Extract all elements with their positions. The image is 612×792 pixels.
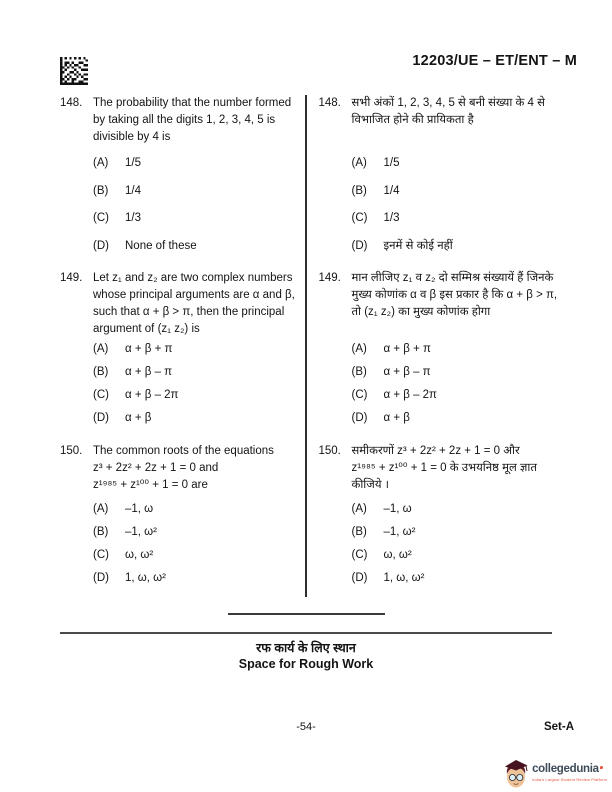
option-d: (D) None of these	[93, 239, 197, 252]
set-label: Set-A	[543, 721, 574, 733]
question-number: 148.	[60, 97, 83, 109]
question-text-line: The common roots of the equations	[93, 445, 274, 457]
option-b: (B) α + β – π	[93, 366, 173, 378]
question-text-line: z³ + 2z² + 2z + 1 = 0 and	[93, 462, 219, 474]
question-150-english	[60, 443, 305, 593]
logo-tagline: India's Largest Student Review Platform	[532, 776, 607, 782]
hindi-column	[307, 95, 612, 597]
logo-brand-text: collegedunia	[532, 763, 599, 776]
option-d: (D) α + β	[351, 412, 410, 424]
option-a: (A) –1, ω	[93, 503, 154, 515]
question-text-line: z¹⁹⁸⁵ + z¹⁰⁰ + 1 = 0 के उभयनिष्ठ मूल ज्ञात	[351, 462, 537, 474]
option-c: (C) 1/3	[93, 212, 141, 224]
option-c: (C) ω, ω²	[351, 549, 412, 561]
short-rule-line	[228, 613, 385, 615]
question-text-line: विभाजित होने की प्रायिकता है	[351, 114, 474, 126]
option-a: (A) 1/5	[93, 157, 141, 169]
question-text-line: सभी अंकों 1, 2, 3, 4, 5 से बनी संख्या के 4 से	[351, 97, 545, 109]
question-text-line: समीकरणों z³ + 2z² + 2z + 1 = 0 और	[351, 445, 520, 457]
question-text-line: The probability that the number formed	[93, 97, 292, 109]
option-d: (D) इनमें से कोई नहीं	[351, 239, 453, 252]
option-d: (D) 1, ω, ω²	[93, 572, 166, 584]
question-148-english	[60, 95, 305, 270]
option-d: (D) α + β	[93, 412, 152, 424]
option-b: (B) 1/4	[351, 184, 400, 197]
option-c: (C) α + β – 2π	[93, 389, 179, 401]
question-text-line: मान लीजिए z₁ व z₂ दो सम्मिश्र संख्यायें हैं जिनके	[351, 272, 554, 284]
page-number: -54-	[296, 721, 316, 733]
question-number: 149.	[318, 272, 341, 284]
page-header	[0, 0, 612, 95]
question-150-hindi	[319, 443, 612, 593]
logo-pin-icon	[600, 766, 603, 769]
option-b: (B) –1, ω²	[351, 526, 416, 538]
option-a: (A) –1, ω	[351, 503, 412, 515]
option-d: (D) 1, ω, ω²	[351, 572, 425, 584]
english-column	[60, 95, 305, 597]
question-number: 150.	[60, 445, 83, 457]
question-number: 149.	[60, 272, 83, 284]
full-rule-line	[60, 632, 552, 634]
paper-code: 12203/UE – ET/ENT – M	[412, 53, 577, 69]
option-b: (B) 1/4	[93, 184, 141, 197]
question-148-hindi	[319, 95, 612, 270]
question-text-line: कीजिये ।	[351, 479, 390, 491]
question-text-line: whose principal arguments are α and β,	[93, 289, 295, 301]
question-number: 150.	[318, 445, 341, 457]
question-149-hindi	[319, 270, 612, 443]
question-text-line: मुख्य कोणांक α व β इस प्रकार है कि α + β > π,	[351, 289, 558, 301]
datamatrix-code-icon	[60, 56, 88, 86]
option-a: (A) α + β + π	[351, 343, 431, 355]
option-c: (C) ω, ω²	[93, 549, 154, 561]
option-c: (C) 1/3	[351, 212, 400, 224]
rough-work-section	[0, 613, 612, 671]
question-text-line: तो (z₁ z₂) का मुख्य कोणांक होगा	[351, 306, 491, 318]
question-text-line: divisible by 4 is	[93, 131, 171, 143]
option-b: (B) α + β – π	[351, 366, 431, 378]
question-text-line: argument of (z₁ z₂) is	[93, 323, 200, 335]
question-text-line: by taking all the digits 1, 2, 3, 4, 5 is	[93, 114, 276, 126]
question-149-english	[60, 270, 305, 443]
option-c: (C) α + β – 2π	[351, 389, 437, 401]
option-a: (A) 1/5	[351, 157, 400, 169]
collegedunia-mascot-icon	[503, 757, 529, 789]
question-text-line: z¹⁹⁸⁵ + z¹⁰⁰ + 1 = 0 are	[93, 479, 208, 491]
rough-work-label-english: Space for Rough Work	[238, 657, 374, 671]
option-b: (B) –1, ω²	[93, 526, 157, 538]
question-text-line: Let z₁ and z₂ are two complex numbers	[93, 272, 293, 284]
rough-work-label-hindi: रफ कार्य के लिए स्थान	[256, 641, 356, 655]
question-columns	[0, 95, 612, 597]
question-number: 148.	[318, 97, 341, 109]
collegedunia-logo	[503, 757, 607, 789]
option-a: (A) α + β + π	[93, 343, 173, 355]
question-text-line: such that α + β > π, then the principal	[93, 306, 285, 318]
